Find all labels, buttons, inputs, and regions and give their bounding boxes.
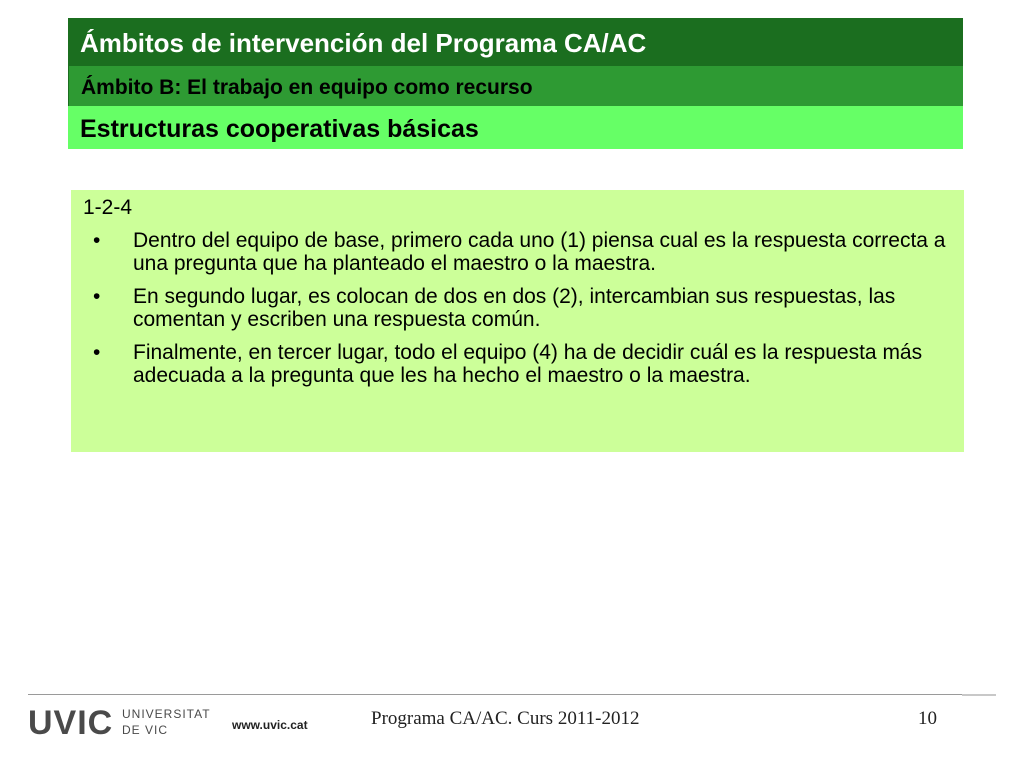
list-item — [83, 229, 954, 275]
uvic-logo — [28, 704, 218, 742]
footer-divider — [28, 694, 996, 695]
bullet-text: En segundo lugar, es colocan de dos en dos (2), intercambian sus respuestas, las comentan y escriben una respuesta común. — [133, 285, 896, 331]
logo-line-1: UNIVERSITAT — [122, 707, 211, 721]
website-link[interactable]: www.uvic.cat — [232, 718, 308, 732]
bullet-icon: • — [93, 341, 101, 364]
bullet-list — [83, 229, 954, 387]
section-title: Estructuras cooperativas básicas — [68, 106, 963, 149]
slide-subtitle: Ámbito B: El trabajo en equipo como recurso — [68, 66, 963, 106]
bullet-text: Finalmente, en tercer lugar, todo el equipo (4) ha de decidir cuál es la respuesta más adecuada a la pregunta que les ha hecho el maestro o la maestra. — [133, 341, 923, 387]
bullet-icon: • — [93, 285, 101, 308]
list-item — [83, 341, 954, 387]
footer-divider-accent — [962, 694, 996, 696]
slide-title: Ámbitos de intervención del Programa CA/AC — [68, 18, 963, 66]
bullet-text: Dentro del equipo de base, primero cada uno (1) piensa cual es la respuesta correcta a una pregunta que ha planteado el maestro o la maestra. — [133, 229, 946, 275]
bullet-icon: • — [93, 229, 101, 252]
content-box — [71, 190, 964, 452]
page-number: 10 — [918, 708, 937, 729]
logo-line-2: DE VIC — [122, 723, 169, 737]
list-item — [83, 285, 954, 331]
content-heading: 1-2-4 — [83, 196, 133, 219]
footer-course: Programa CA/AC. Curs 2011-2012 — [371, 708, 640, 729]
logo-mark: UVIC — [28, 704, 114, 742]
